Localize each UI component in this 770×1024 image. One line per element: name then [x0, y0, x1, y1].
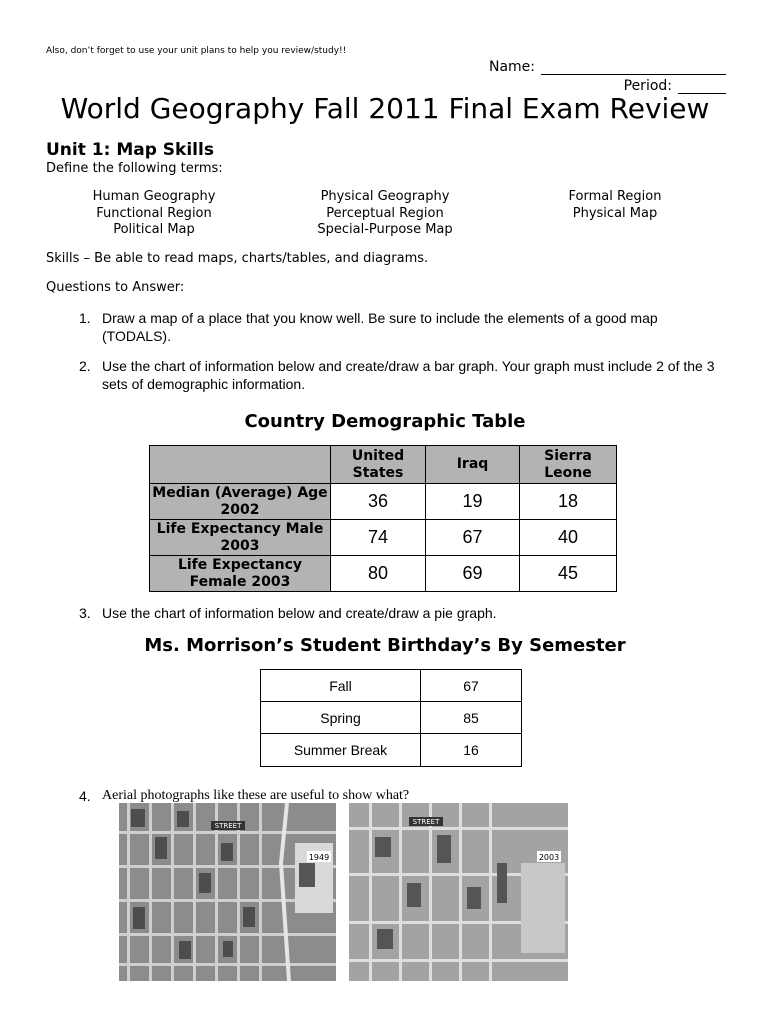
question-text: Aerial photographs like these are useful to show what? — [102, 788, 410, 803]
column-header: United States — [331, 446, 426, 484]
photo-street-label: STREET — [214, 822, 242, 830]
table-row — [150, 484, 617, 520]
question-1 — [79, 309, 739, 349]
table-cell: 19 — [426, 484, 520, 520]
table-row — [150, 556, 617, 592]
table-row — [261, 702, 522, 734]
term: Perceptual Region — [326, 205, 444, 221]
term: Human Geography — [92, 189, 216, 204]
table-cell: 18 — [520, 484, 617, 520]
unit-heading: Unit 1: Map Skills — [46, 140, 214, 160]
question-number: 3. — [79, 605, 91, 621]
table-row — [261, 670, 522, 702]
study-reminder: Also, don’t forget to use your unit plans to help you review/study!! — [46, 46, 347, 56]
column-header: Sierra Leone — [520, 446, 617, 484]
table-cell: 67 — [426, 520, 520, 556]
demographic-table — [149, 445, 617, 592]
define-instruction: Define the following terms: — [46, 161, 223, 176]
period-label: Period: — [623, 78, 672, 94]
table-cell: 69 — [426, 556, 520, 592]
question-text: Draw a map of a place that you know well. Be sure to include the elements of a good map (TODALS). — [102, 310, 658, 344]
question-text: Use the chart of information below and create/draw a bar graph. Your graph must include 2 of the 3 sets of demographic information. — [102, 358, 715, 392]
count-cell: 16 — [421, 734, 522, 767]
table-cell: 40 — [520, 520, 617, 556]
table-row — [150, 520, 617, 556]
questions-label: Questions to Answer: — [46, 280, 185, 295]
question-text: Use the chart of information below and create/draw a pie graph. — [102, 605, 497, 621]
question-number: 4. — [79, 788, 91, 804]
row-header: Life Expectancy Female 2003 — [150, 556, 331, 592]
birthday-table-title: Ms. Morrison’s Student Birthday’s By Semester — [144, 635, 626, 656]
terms-column-1 — [74, 189, 234, 239]
aerial-photo-image — [349, 803, 568, 981]
aerial-photo-2003 — [349, 803, 568, 981]
demographic-table-title: Country Demographic Table — [244, 411, 526, 432]
aerial-photo-image — [119, 803, 336, 981]
terms-column-2 — [300, 189, 470, 239]
name-label: Name: — [488, 59, 535, 75]
question-2 — [79, 357, 739, 397]
table-corner-cell — [150, 446, 331, 484]
aerial-photo-1949 — [119, 803, 336, 981]
birthday-table — [260, 669, 522, 767]
semester-cell: Spring — [261, 702, 421, 734]
page-title: World Geography Fall 2011 Final Exam Review — [60, 92, 710, 125]
column-header: Iraq — [426, 446, 520, 484]
table-header-row — [150, 446, 617, 484]
row-header: Median (Average) Age 2002 — [150, 484, 331, 520]
table-cell: 36 — [331, 484, 426, 520]
count-cell: 85 — [421, 702, 522, 734]
photo-year-label: 1949 — [308, 853, 330, 862]
semester-cell: Summer Break — [261, 734, 421, 767]
term: Physical Geography — [320, 189, 450, 204]
semester-cell: Fall — [261, 670, 421, 702]
table-cell: 74 — [331, 520, 426, 556]
term: Functional Region — [96, 205, 212, 221]
name-blank-line[interactable] — [541, 61, 726, 75]
term: Special-Purpose Map — [317, 222, 453, 237]
term: Physical Map — [572, 205, 658, 221]
question-3 — [79, 604, 739, 624]
table-cell: 80 — [331, 556, 426, 592]
question-number: 1. — [79, 310, 91, 326]
name-field[interactable] — [489, 59, 726, 75]
terms-column-3 — [545, 189, 685, 222]
table-row — [261, 734, 522, 767]
term: Formal Region — [568, 189, 662, 204]
photo-year-label: 2003 — [538, 853, 560, 862]
question-number: 2. — [79, 358, 91, 374]
table-cell: 45 — [520, 556, 617, 592]
term: Political Map — [113, 222, 195, 237]
row-header: Life Expectancy Male 2003 — [150, 520, 331, 556]
count-cell: 67 — [421, 670, 522, 702]
skills-statement: Skills – Be able to read maps, charts/tables, and diagrams. — [46, 251, 429, 266]
photo-street-label: STREET — [412, 818, 440, 826]
